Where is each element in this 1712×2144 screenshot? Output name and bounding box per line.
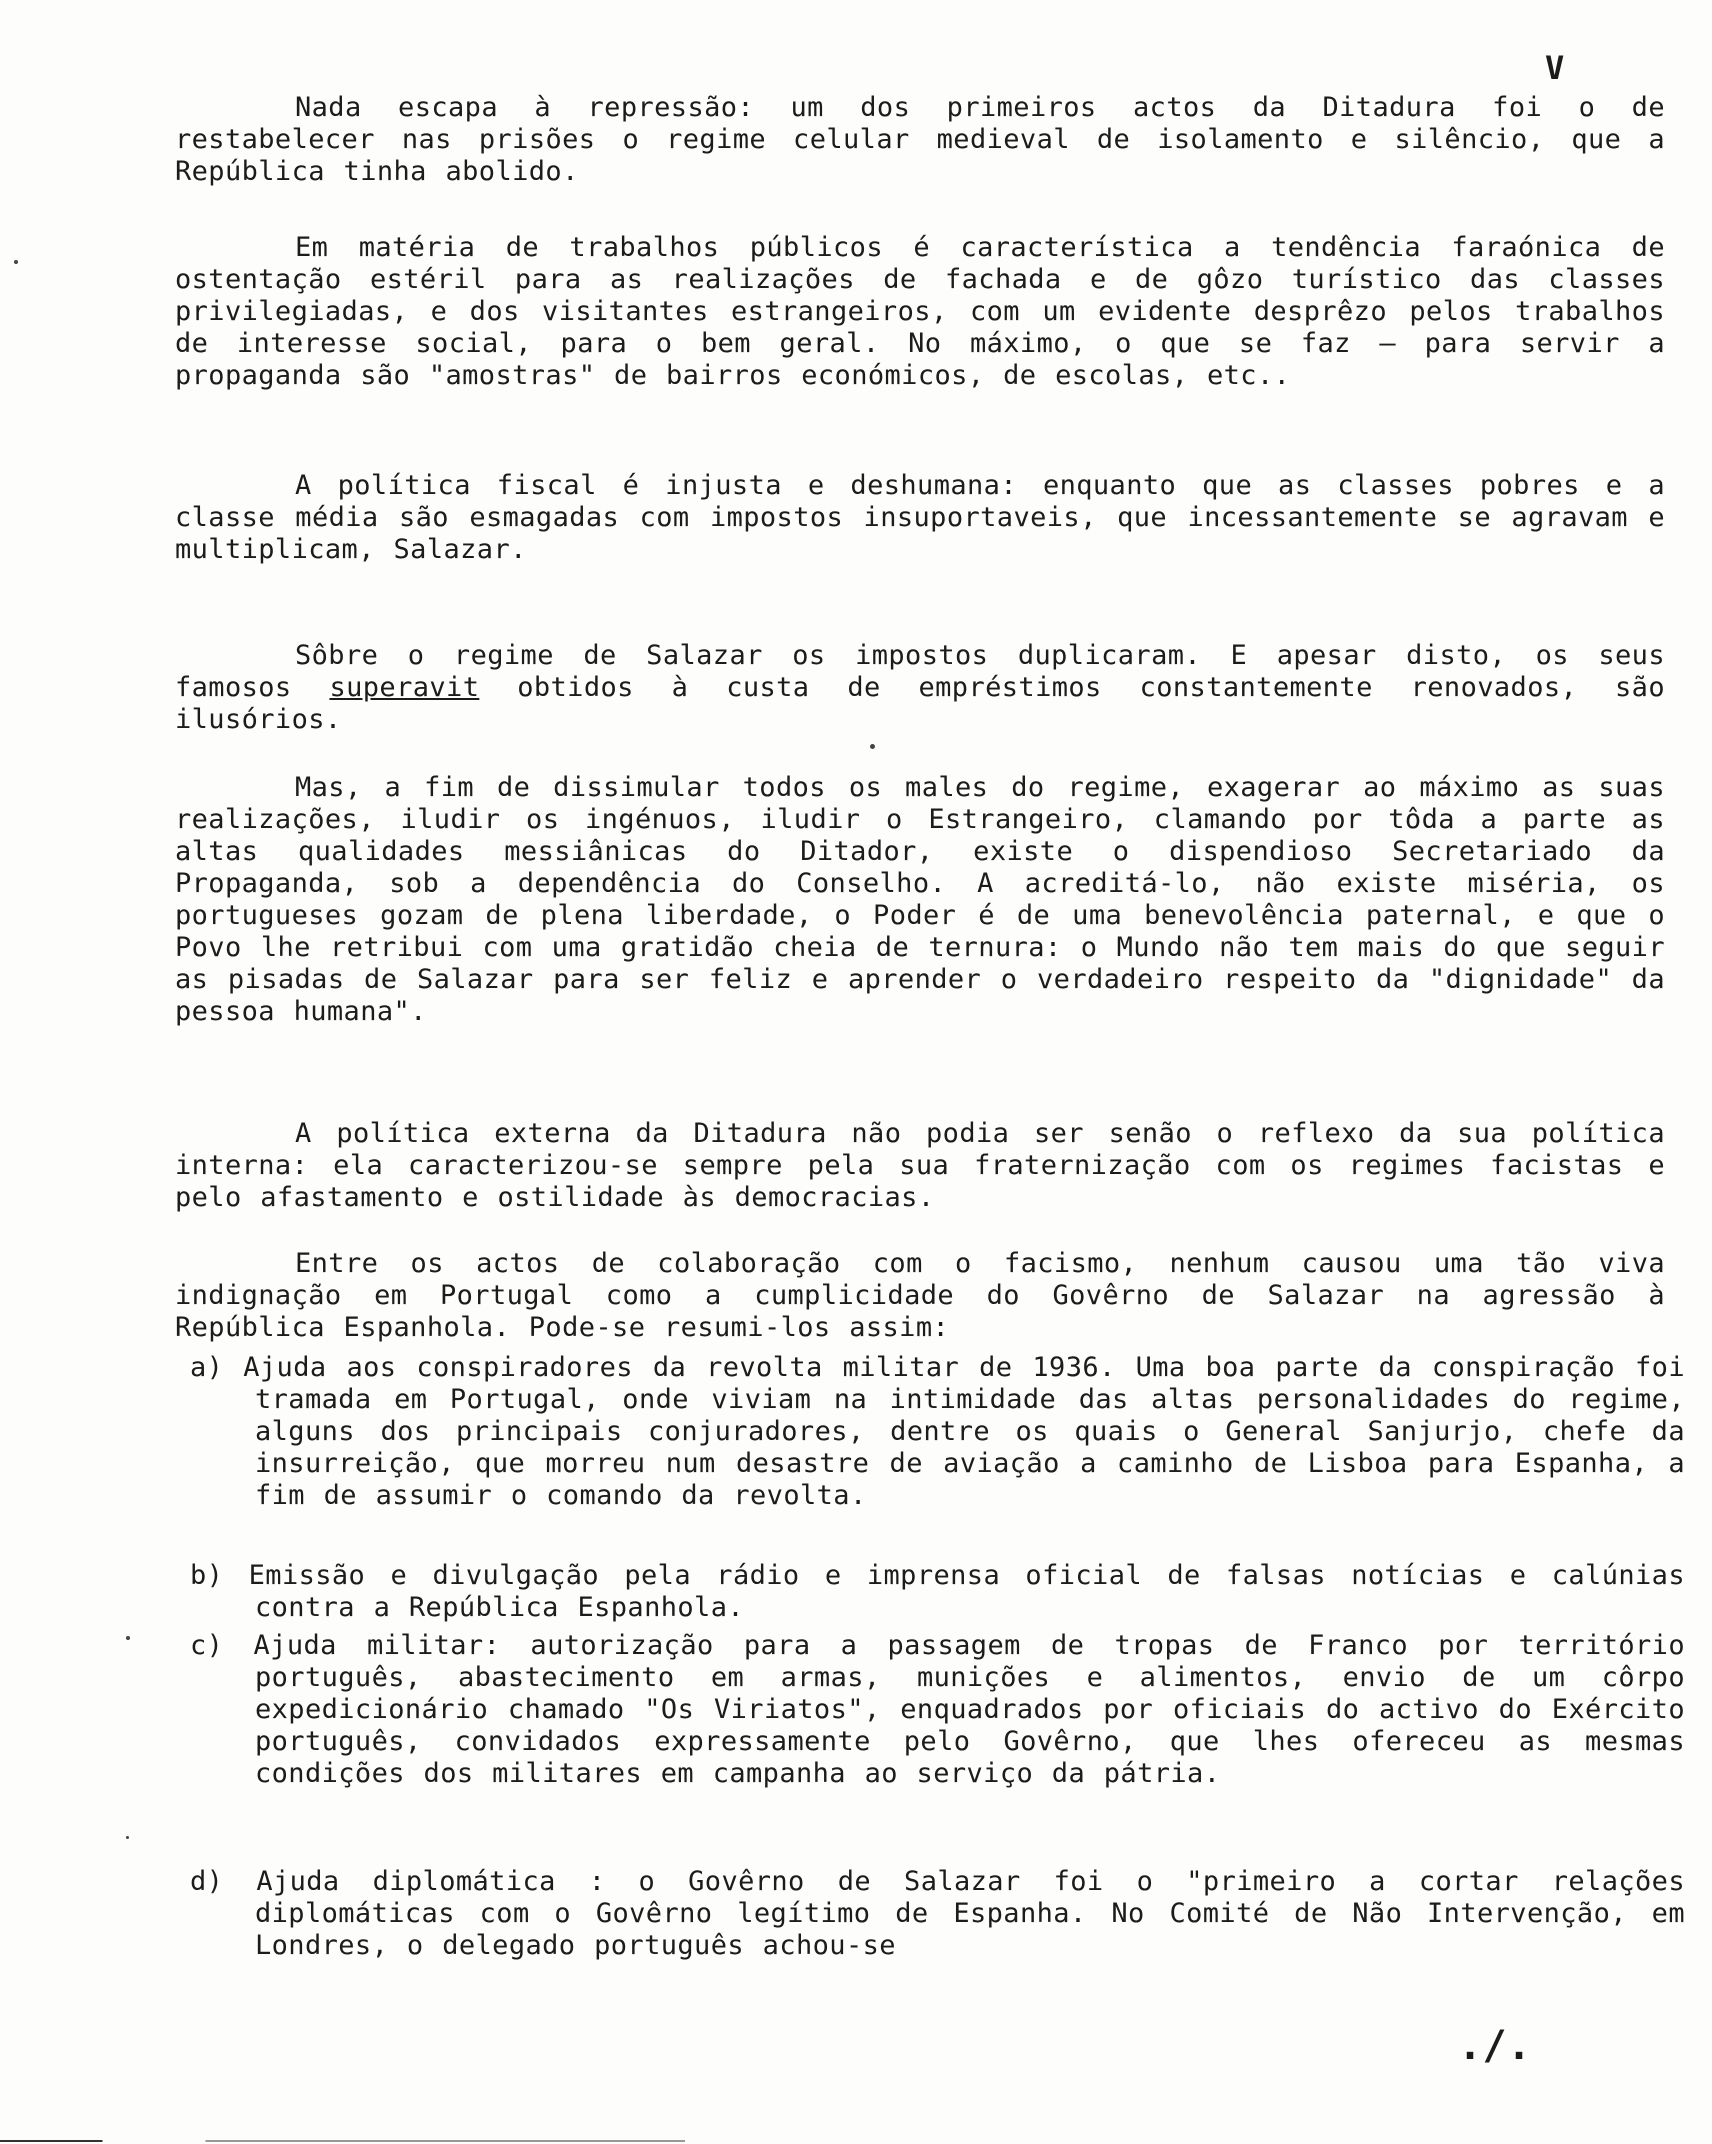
scan-speck: [126, 1836, 129, 1839]
list-item-a: a) Ajuda aos conspiradores da revolta militar de 1936. Uma boa parte da conspiração foi tramada em Portugal, onde viviam na intimidade das altas personalidades do regime, alguns dos principais conjuradores, dentre os quais o General Sanjurjo, chefe da insurreição, que morreu num desastre de aviação a caminho de Lisboa para Espanha, a fim de assumir o comando da revolta.: [190, 1352, 1685, 1511]
taxes-text-before: Sôbre o regime de Salazar os impostos duplicaram. E apesar disto, os seus famosos: [175, 640, 1665, 703]
taxes-text-after: obtidos à custa de empréstimos constantemente renovados, são ilusórios.: [175, 672, 1665, 735]
paragraph-fiscal-policy: A política fiscal é injusta e deshumana: enquanto que as classes pobres e a classe média são esmagadas com impostos insuportaveis, que incessantemente se agravam e multiplicam, Salazar.: [175, 470, 1665, 565]
scan-speck: [14, 260, 18, 264]
paragraph-propaganda: Mas, a fim de dissimular todos os males do regime, exagerar ao máximo as suas realizações, iludir os ingénuos, iludir o Estrangeiro, clamando por tôda a parte as altas qualidades messiânicas do Ditador, existe o dispendioso Secretariado da Propaganda, sob a dependência do Conselho. A acreditá-lo, não existe miséria, os portugueses gozam de plena liberdade, o Poder é de uma benevolência paternal, e que o Povo lhe retribui com uma gratidão cheia de ternura: o Mundo não tem mais do que seguir as pisadas de Salazar para ser feliz e aprender o verdadeiro respeito da "dignidade" da pessoa humana".: [175, 772, 1665, 1027]
list-item-c: c) Ajuda militar: autorização para a passagem de tropas de Franco por território português, abastecimento em armas, munições e alimentos, envio de um côrpo expedicionário chamado "Os Viriatos", enquadrados por oficiais do activo do Exército português, convidados expressamente pelo Govêrno, que lhes ofereceu as mesmas condições dos militares em campanha ao serviço da pátria.: [190, 1630, 1685, 1789]
continuation-mark: ./.: [1458, 2023, 1532, 2069]
scan-bottom-edge: [0, 2140, 1712, 2142]
paragraph-foreign-policy: A política externa da Ditadura não podia ser senão o reflexo da sua política interna: ela caracterizou-se sempre pela sua fraternização com os regimes facistas e pelo afastamento e ostilidade às democracias.: [175, 1118, 1665, 1213]
superavit-word: superavit: [329, 672, 480, 703]
paragraph-repression: Nada escapa à repressão: um dos primeiros actos da Ditadura foi o de restabelecer nas prisões o regime celular medieval de isolamento e silêncio, que a República tinha abolido.: [175, 92, 1665, 187]
list-item-b: b) Emissão e divulgação pela rádio e imprensa oficial de falsas notícias e calúnias contra a República Espanhola.: [190, 1560, 1685, 1623]
paragraph-taxes: [175, 640, 1665, 736]
scan-speck: [870, 744, 875, 749]
scan-speck: [126, 1636, 130, 1640]
list-item-d: d) Ajuda diplomática : o Govêrno de Salazar foi o "primeiro a cortar relações diplomáticas com o Govêrno legítimo de Espanha. No Comité de Não Intervenção, em Londres, o delegado português achou-se: [190, 1866, 1685, 1961]
paragraph-spain-collaboration: Entre os actos de colaboração com o facismo, nenhum causou uma tão viva indignação em Portugal como a cumplicidade do Govêrno de Salazar na agressão à República Espanhola. Pode-se resumi-los assim:: [175, 1248, 1665, 1343]
paragraph-public-works: Em matéria de trabalhos públicos é característica a tendência faraónica de ostentação estéril para as realizações de fachada e de gôzo turístico das classes privilegiadas, e dos visitantes estrangeiros, com um evidente desprêzo pelos trabalhos de interesse social, para o bem geral. No máximo, o que se faz – para servir a propaganda são "amostras" de bairros económicos, de escolas, etc..: [175, 232, 1665, 391]
page-number: V: [1545, 49, 1565, 87]
